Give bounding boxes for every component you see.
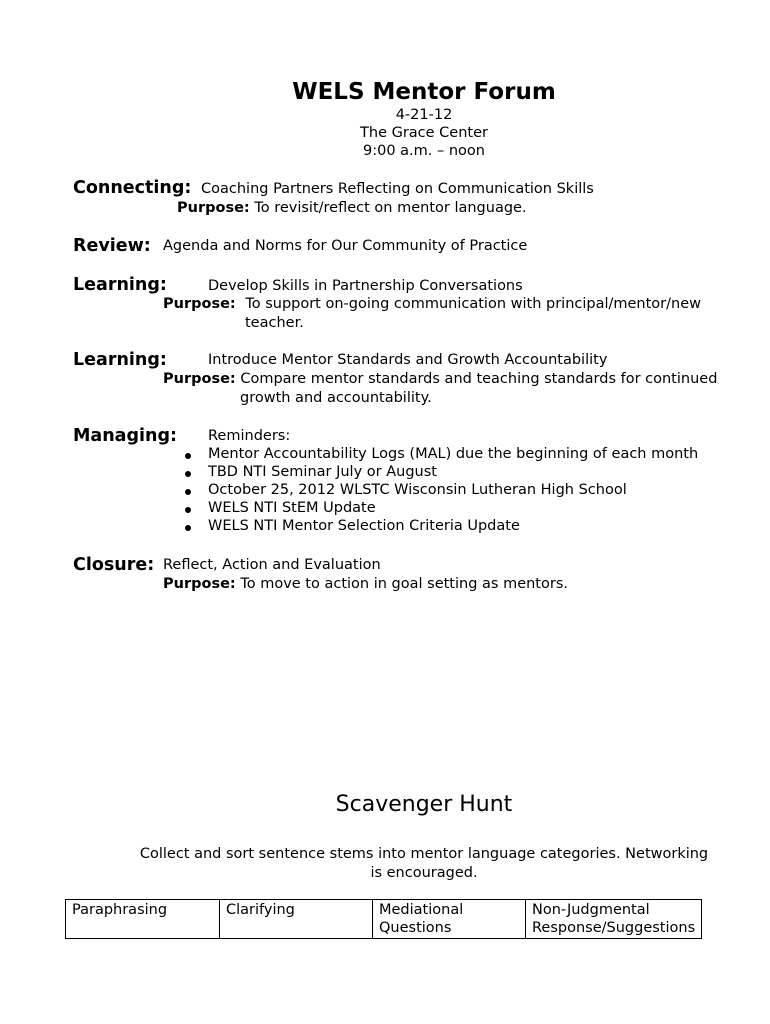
learning1-label: Learning: <box>73 275 167 295</box>
purpose-label: Purpose: <box>163 371 236 387</box>
list-item-text: TBD NTI Seminar July or August <box>208 464 437 480</box>
learning1-purpose <box>163 296 701 312</box>
bullet-icon <box>185 453 191 459</box>
managing-label: Managing: <box>73 426 178 446</box>
review-text: Agenda and Norms for Our Community of Practice <box>163 238 528 254</box>
instructions-line2: is encouraged. <box>370 865 478 881</box>
managing-text: Reminders: <box>208 428 291 444</box>
forum-location: The Grace Center <box>360 125 488 141</box>
table-cell-mediational: Mediational Questions <box>373 900 526 939</box>
bullet-icon <box>185 525 191 531</box>
bullet-icon <box>185 471 191 477</box>
list-item-text: October 25, 2012 WLSTC Wisconsin Lutheran High School <box>208 482 627 498</box>
learning1-text: Develop Skills in Partnership Conversations <box>208 278 523 294</box>
bullet-icon <box>185 507 191 513</box>
table-row <box>66 900 702 939</box>
purpose-label: Purpose: <box>163 296 236 312</box>
connecting-purpose <box>177 200 527 216</box>
purpose-label: Purpose: <box>163 576 236 592</box>
list-item-text: WELS NTI StEM Update <box>208 500 376 516</box>
table-cell-nonjudgmental: Non-Judgmental Response/Suggestions <box>526 900 702 939</box>
learning2-label: Learning: <box>73 350 167 370</box>
learning1-purpose-cont: teacher. <box>245 315 304 331</box>
review-label: Review: <box>73 236 151 256</box>
forum-time: 9:00 a.m. – noon <box>363 143 485 159</box>
closure-text: Reflect, Action and Evaluation <box>163 557 381 573</box>
page-title: WELS Mentor Forum <box>292 79 556 105</box>
language-categories-table <box>65 899 702 939</box>
section-title: Scavenger Hunt <box>335 792 513 817</box>
connecting-label: Connecting: <box>73 178 192 198</box>
learning2-purpose-cont: growth and accountability. <box>240 390 432 406</box>
purpose-text: To revisit/reflect on mentor language. <box>254 200 527 216</box>
instructions-line1: Collect and sort sentence stems into mentor language categories. Networking <box>139 846 709 862</box>
closure-label: Closure: <box>73 555 155 575</box>
forum-date: 4-21-12 <box>395 107 453 123</box>
bullet-icon <box>185 489 191 495</box>
list-item-text: WELS NTI Mentor Selection Criteria Update <box>208 518 520 534</box>
purpose-text: To move to action in goal setting as mentors. <box>240 576 568 592</box>
list-item-text: Mentor Accountability Logs (MAL) due the beginning of each month <box>208 446 699 462</box>
purpose-text: To support on-going communication with principal/mentor/new <box>245 296 701 312</box>
connecting-text: Coaching Partners Reflecting on Communication Skills <box>201 181 594 197</box>
learning2-text: Introduce Mentor Standards and Growth Accountability <box>208 352 608 368</box>
learning2-purpose <box>163 371 717 387</box>
table-cell-clarifying: Clarifying <box>220 900 373 939</box>
purpose-label: Purpose: <box>177 200 250 216</box>
purpose-text: Compare mentor standards and teaching standards for continued <box>240 371 718 387</box>
table-cell-paraphrasing: Paraphrasing <box>66 900 220 939</box>
closure-purpose <box>163 576 568 592</box>
